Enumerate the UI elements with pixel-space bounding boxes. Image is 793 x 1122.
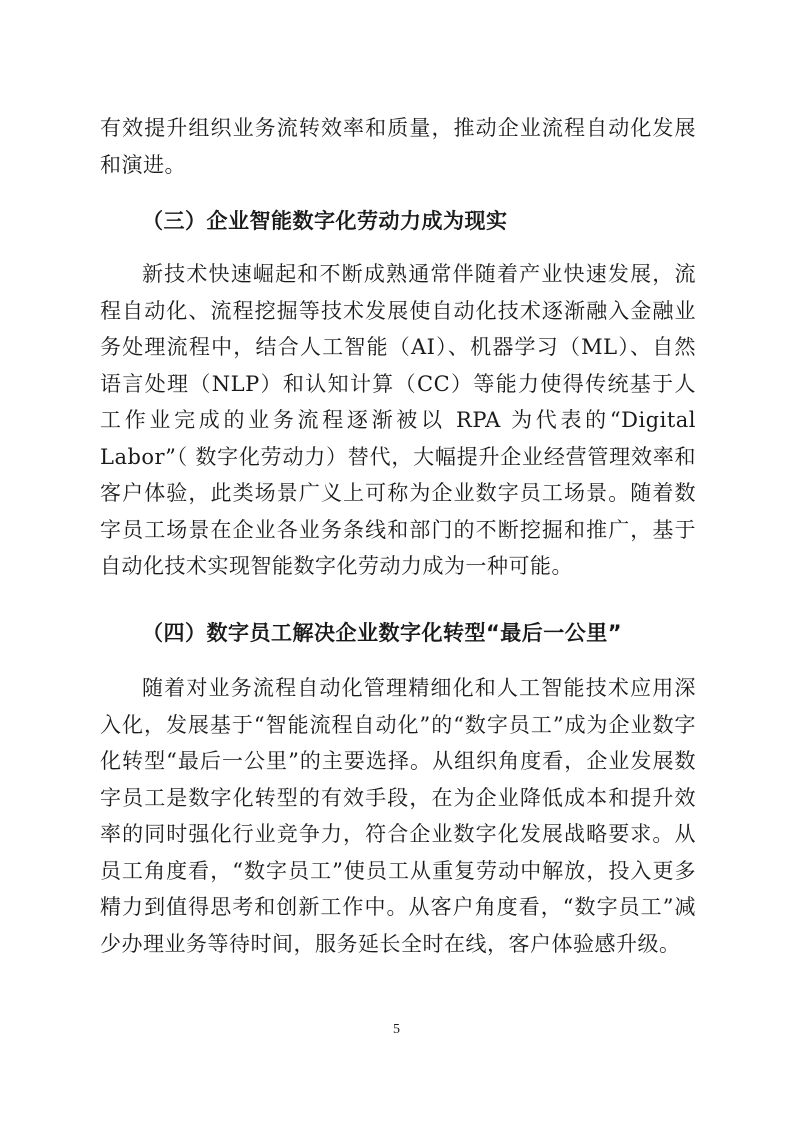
intro-continuation-paragraph: 有效提升组织业务流转效率和质量，推动企业流程自动化发展和演进。 <box>100 116 696 177</box>
page-number: 5 <box>393 1022 400 1037</box>
section-4-paragraph: 随着对业务流程自动化管理精细化和人工智能技术应用深入化，发展基于“智能流程自动化”的“数字员工”成为企业数字化转型“最后一公里”的主要选择。从组织角度看，企业发展数字员工是数字化转型的有效手段，在为企业降低成本和提升效率的同时强化行业竞争力，符合企业数字化发展战略要求。从员工角度看，“数字员工”使员工从重复劳动中解放，投入更多精力到值得思考和创新工作中。从客户角度看，“数字员工”减少办理业务等待时间，服务延长全时在线，客户体验感升级。 <box>100 676 696 956</box>
section-3-heading: （三）企业智能数字化劳动力成为现实 <box>142 209 508 233</box>
section-3-paragraph: 新技术快速崛起和不断成熟通常伴随着产业快速发展，流程自动化、流程挖掘等技术发展使自动化技术逐渐融入金融业务处理流程中，结合人工智能（AI）、机器学习（ML）、自然语言处理（NLP）和认知计算（CC）等能力使得传统基于人工作业完成的业务流程逐渐被以 RPA 为代表的“Digital Labor”（ 数字化劳动力）替代，大幅提升企业经营管理效率和客户体验，此类场景广义上可称为企业数字员工场景。随着数字员工场景在企业各业务条线和部门的不断挖掘和推广，基于自动化技术实现智能数字化劳动力成为一种可能。 <box>100 262 696 578</box>
section-4-heading: （四）数字员工解决企业数字化转型“最后一公里” <box>142 621 623 645</box>
